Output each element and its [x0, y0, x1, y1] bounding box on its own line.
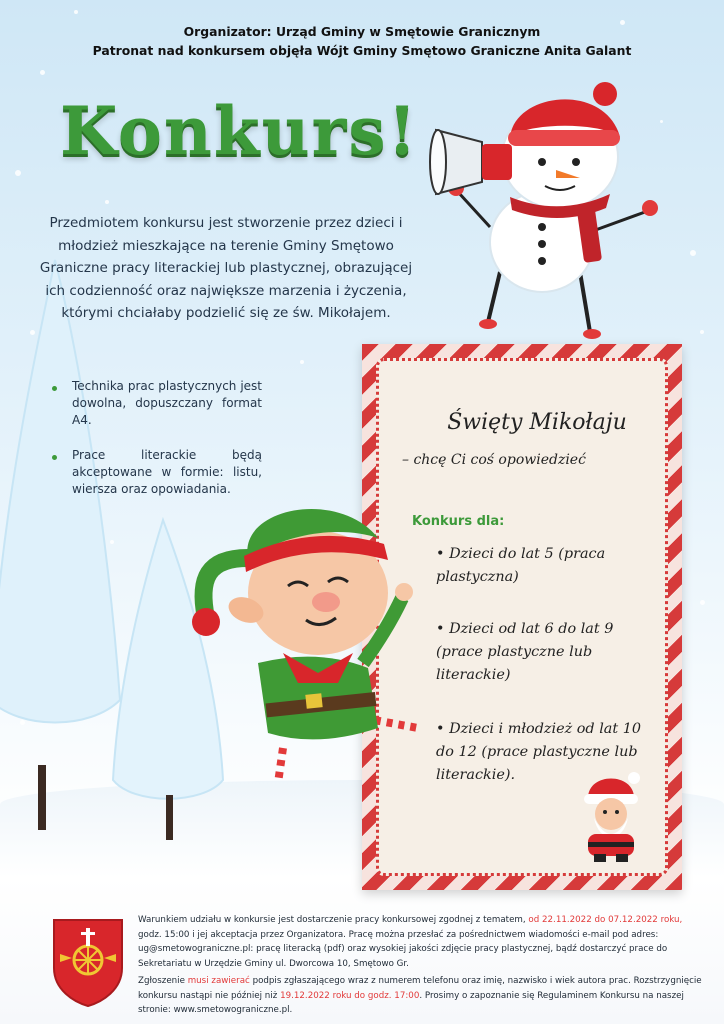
- page-title: Konkurs!: [60, 92, 419, 170]
- footer-requirement: musi zawierać: [187, 976, 250, 986]
- footer-terms: [138, 913, 704, 971]
- santa-icon: [576, 766, 646, 864]
- list-item: [52, 378, 262, 429]
- footer-result-date: 19.12.2022 roku do godz. 17:00: [280, 990, 420, 1001]
- rules-list: [52, 378, 262, 516]
- snowman-megaphone-icon: [430, 82, 680, 342]
- footer-submission: [138, 974, 704, 1018]
- list-item: [52, 447, 262, 498]
- bullet-dot-icon: [52, 455, 57, 460]
- card-subtitle: – chcę Ci coś opowiedzieć: [402, 452, 586, 468]
- list-item-text: Technika prac plastycznych jest dowolna, dopuszczany format A4.: [72, 379, 262, 427]
- card-item: • Dzieci od lat 6 do lat 9 (prace plastyczne lub literackie): [436, 621, 614, 683]
- footer-text: godz. 15:00 i jej akceptacja przez Organizatora. Pracę można przesłać za pośrednictwem wiadomości e-mail pod adres: ug@smetowograniczne.pl: pracę literacką (pdf) oraz wysokiej jakości zdjęcie pracy plastycznej, bądź dostarczyć prace do Sekretariatu w Urzędzie Gminy ul. Dworcowa 10, Smętowo Gr.: [138, 929, 668, 969]
- intro-paragraph: Przedmiotem konkursu jest stworzenie przez dzieci i młodzież mieszkające na terenie Gminy Smętowo Graniczne pracy literackiej lub plastycznej, obrazującej ich codzienność oraz największe marzenia i życzenia, którymi chciałaby podzielić się ze św. Mikołajem.: [39, 215, 413, 321]
- bullet-dot-icon: [52, 386, 57, 391]
- patronage-line: Patronat nad konkursem objęła Wójt Gminy Smętowo Graniczne Anita Galant: [92, 43, 632, 58]
- footer-text: Warunkiem udziału w konkursie jest dostarczenie pracy konkursowej zgodnej z tematem,: [138, 915, 529, 925]
- list-item-text: Prace literackie będą akceptowane w formie: listu, wiersza oraz opowiadania.: [72, 448, 262, 496]
- organizer-line: Organizator: Urząd Gminy w Smętowie Granicznym: [183, 24, 541, 39]
- footer-text: podpis zgłaszającego wraz z numerem telefonu oraz imię, nazwisko i wiek autora prac. Rozstrzygnięcie konkursu nastąpi nie później niż: [138, 976, 702, 1001]
- organizer-header: [0, 22, 724, 60]
- footer-text: Zgłoszenie: [138, 976, 188, 986]
- footer-text: . Prosimy o zapoznanie się Regulaminem Konkursu na naszej stronie: www.smetowograniczne.pl.: [138, 990, 684, 1015]
- card-label: Konkurs dla:: [412, 514, 505, 529]
- card-item: • Dzieci do lat 5 (praca plastyczna): [436, 546, 606, 585]
- card-item: • Dzieci i młodzież od lat 10 do 12 (prace plastyczne lub literackie).: [436, 721, 642, 783]
- coat-of-arms-icon: [52, 918, 124, 1008]
- elf-icon: [188, 498, 438, 788]
- card-title: Święty Mikołaju: [447, 410, 627, 435]
- footer-deadline: od 22.11.2022 do 07.12.2022 roku,: [528, 915, 683, 925]
